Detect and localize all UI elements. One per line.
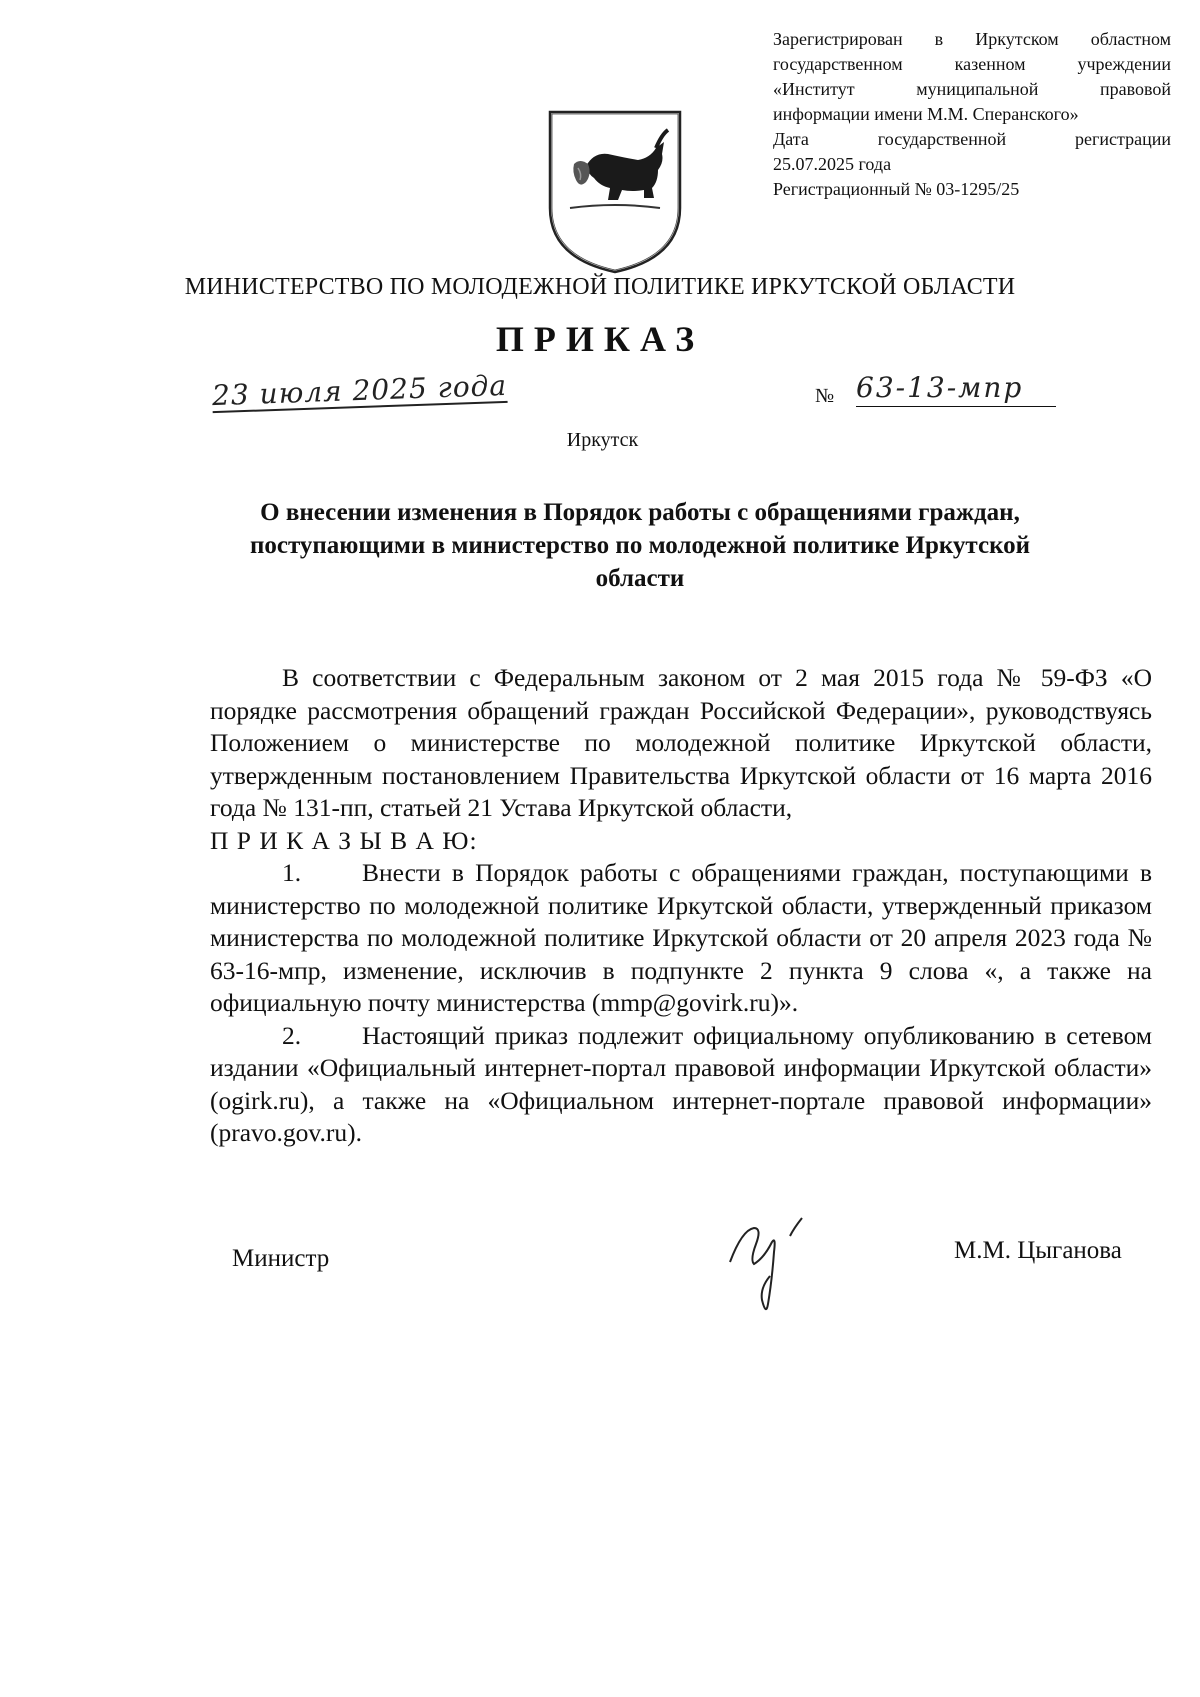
registration-number: Регистрационный № 03-1295/25 (773, 179, 1020, 199)
registration-line: Зарегистрирован в Иркутском областном (773, 29, 1171, 49)
document-title: О внесении изменения в Порядок работы с обращениями граждан, поступающими в министерство по молодежной политике Иркутской области (249, 499, 1031, 592)
signatory-position: Министр (232, 1245, 330, 1272)
registration-stamp (773, 27, 1171, 202)
list-item (210, 857, 1152, 1020)
document-body (210, 662, 1152, 1150)
document-type: ПРИКАЗ (495, 319, 705, 359)
item-number: 1. (282, 858, 302, 887)
signatory-name: М.М. Цыганова (954, 1237, 1122, 1264)
handwritten-signature (718, 1200, 868, 1320)
registration-line: государственном казенном учреждении (773, 54, 1171, 74)
registration-line: информации имени М.М. Сперанского» (773, 104, 1079, 124)
registration-date: 25.07.2025 года (773, 154, 892, 174)
list-item (210, 1020, 1152, 1150)
item-text: Внести в Порядок работы с обращениями граждан, поступающими в министерство по молодежной политике Иркутской области, утвержденный приказом министерства по молодежной политике Иркутской области от 20 апреля 2023 года № 63-16-мпр, изменение, исключив в подпункте 2 пункта 9 слова «, а также на официальную почту министерства (mmp@govirk.ru)». (210, 858, 1152, 1017)
preamble: В соответствии с Федеральным законом от 2 мая 2015 года № 59-ФЗ «О порядке рассмотрения обращений граждан Российской Федерации», руководствуясь Положением о министерстве по молодежной политике Иркутской области, утвержденным постановлением Правительства Иркутской области от 16 марта 2016 года № 131-пп, статьей 21 Устава Иркутской области, (210, 663, 1152, 822)
handwritten-date: 23 июля 2025 года (211, 368, 508, 413)
city: Иркутск (566, 429, 639, 451)
ministry-name: МИНИСТЕРСТВО ПО МОЛОДЕЖНОЙ ПОЛИТИКЕ ИРКУТСКОЙ ОБЛАСТИ (184, 274, 1016, 300)
registration-line: «Институт муниципальной правовой (773, 79, 1171, 99)
coat-of-arms-irkutsk-icon (546, 108, 684, 276)
registration-line: Дата государственной регистрации (773, 129, 1171, 149)
number-label: № (815, 385, 835, 407)
order-word: П Р И К А З Ы В А Ю: (210, 825, 478, 855)
handwritten-number: 63-13-мпр (856, 371, 1056, 407)
item-text: Настоящий приказ подлежит официальному опубликованию в сетевом издании «Официальный интернет-портал правовой информации Иркутской области» (ogirk.ru), а также на «Официальном интернет-портале правовой информации» (pravo.gov.ru). (210, 1020, 1152, 1147)
item-number: 2. (282, 1020, 302, 1050)
